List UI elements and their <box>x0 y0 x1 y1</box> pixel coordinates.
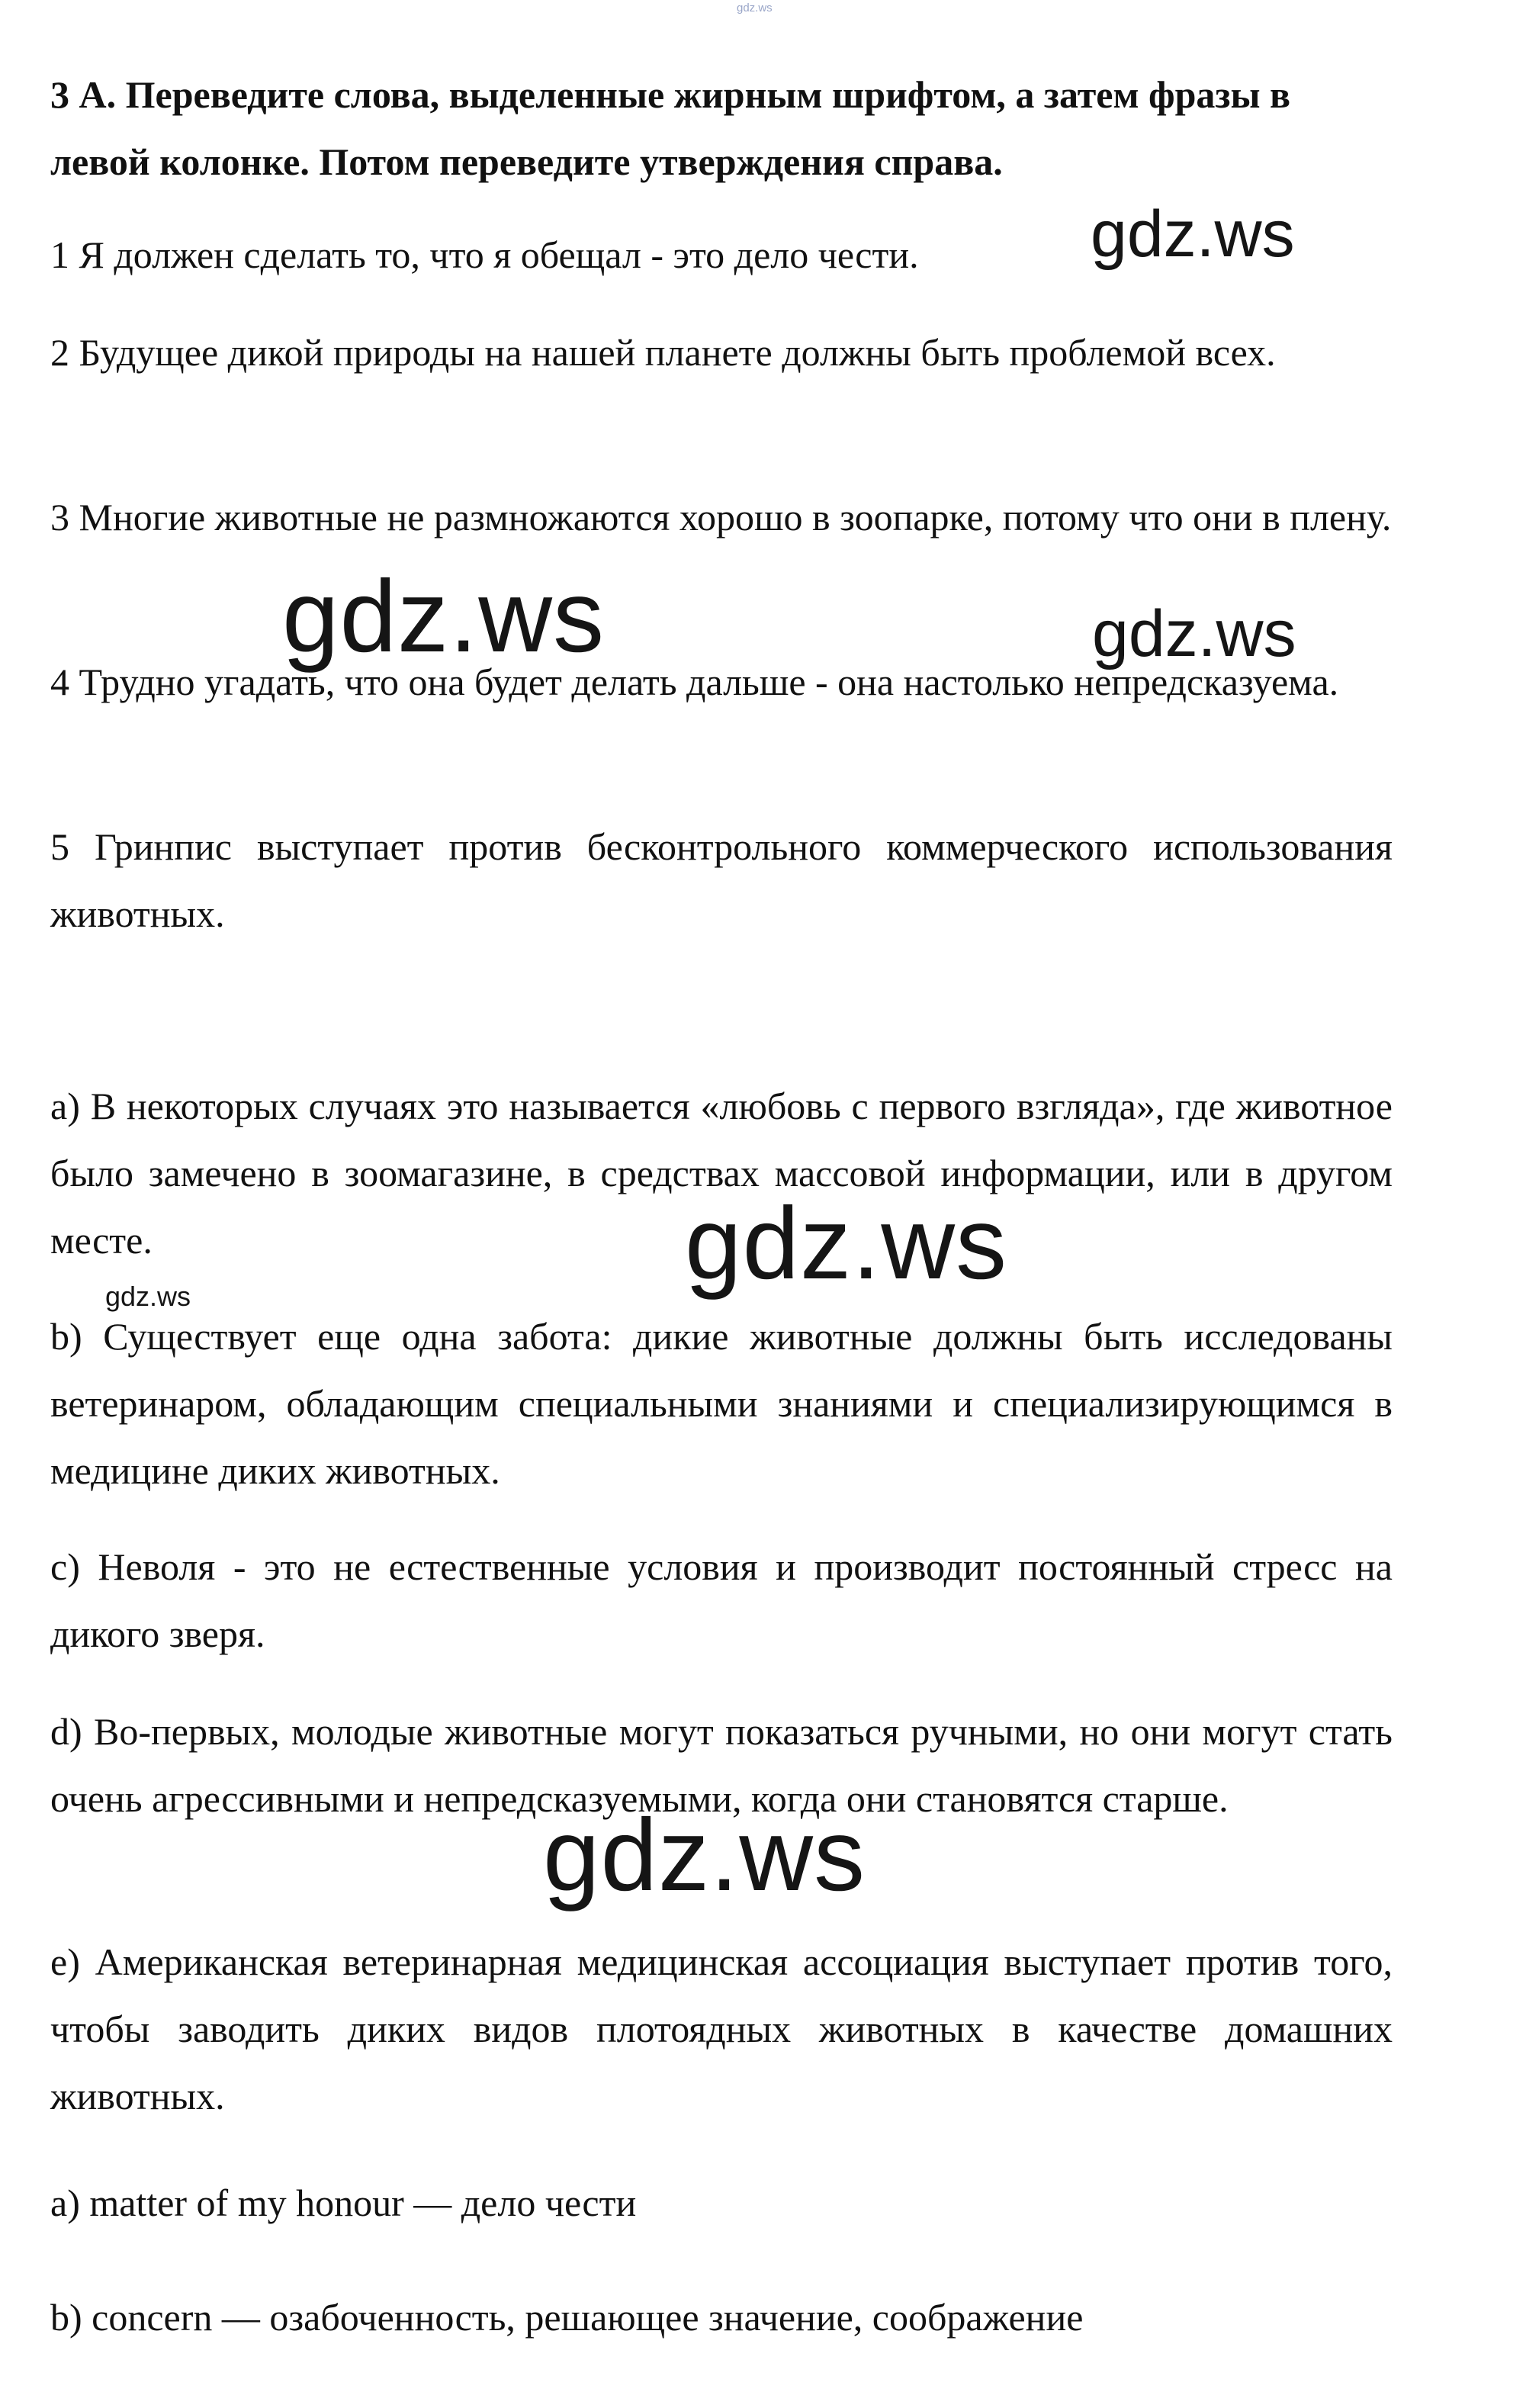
vocab-item-b: b) concern — озабоченность, решающее значение, соображение <box>50 2296 1084 2339</box>
numbered-item-4: 4 Трудно угадать, что она будет делать дальше - она настолько непредсказуема. <box>50 661 1339 703</box>
numbered-item-1: 1 Я должен сделать то, что я обещал - это дело чести. <box>50 233 919 276</box>
watermark-text: gdz.ws <box>685 1187 1008 1300</box>
numbered-item-5: 5 Гринпис выступает против бесконтрольного коммерческого использования животных. <box>50 825 1393 935</box>
lettered-item-b: b) Существует еще одна забота: дикие животные должны быть исследованы ветеринаром, обладающим специальными знаниями и специализирующимся в медицине диких животных. <box>50 1315 1393 1492</box>
exercise-heading: 3 А. Переведите слова, выделенные жирным шрифтом, а затем фразы в левой колонке. Потом переведите утверждения справа. <box>50 73 1291 183</box>
lettered-item-d: d) Во-первых, молодые животные могут показаться ручными, но они могут стать очень агрессивными и непредсказуемыми, когда они становятся старше. <box>50 1710 1393 1820</box>
numbered-item-3: 3 Многие животные не размножаются хорошо в зоопарке, потому что они в плену. <box>50 496 1392 539</box>
numbered-item-2: 2 Будущее дикой природы на нашей планете должны быть проблемой всех. <box>50 331 1276 374</box>
watermark-text: gdz.ws <box>543 1799 866 1912</box>
vocab-item-a: a) matter of my honour — дело чести <box>50 2181 637 2224</box>
top-watermark-text: gdz.ws <box>737 2 773 14</box>
watermark-text: gdz.ws <box>105 1281 191 1312</box>
watermark-text: gdz.ws <box>1091 198 1295 271</box>
lettered-item-a: a) В некоторых случаях это называется «любовь с первого взгляда», где животное было замечено в зоомагазине, в средствах массовой информации, или в другом месте. <box>50 1085 1393 1262</box>
watermark-text: gdz.ws <box>282 560 606 674</box>
watermark-text: gdz.ws <box>1092 597 1296 670</box>
lettered-item-e: e) Американская ветеринарная медицинская ассоциация выступает против того, чтобы заводить диких видов плотоядных животных в качестве домашних животных. <box>50 1940 1393 2117</box>
lettered-item-c: c) Неволя - это не естественные условия и производит постоянный стресс на дикого зверя. <box>50 1545 1393 1655</box>
